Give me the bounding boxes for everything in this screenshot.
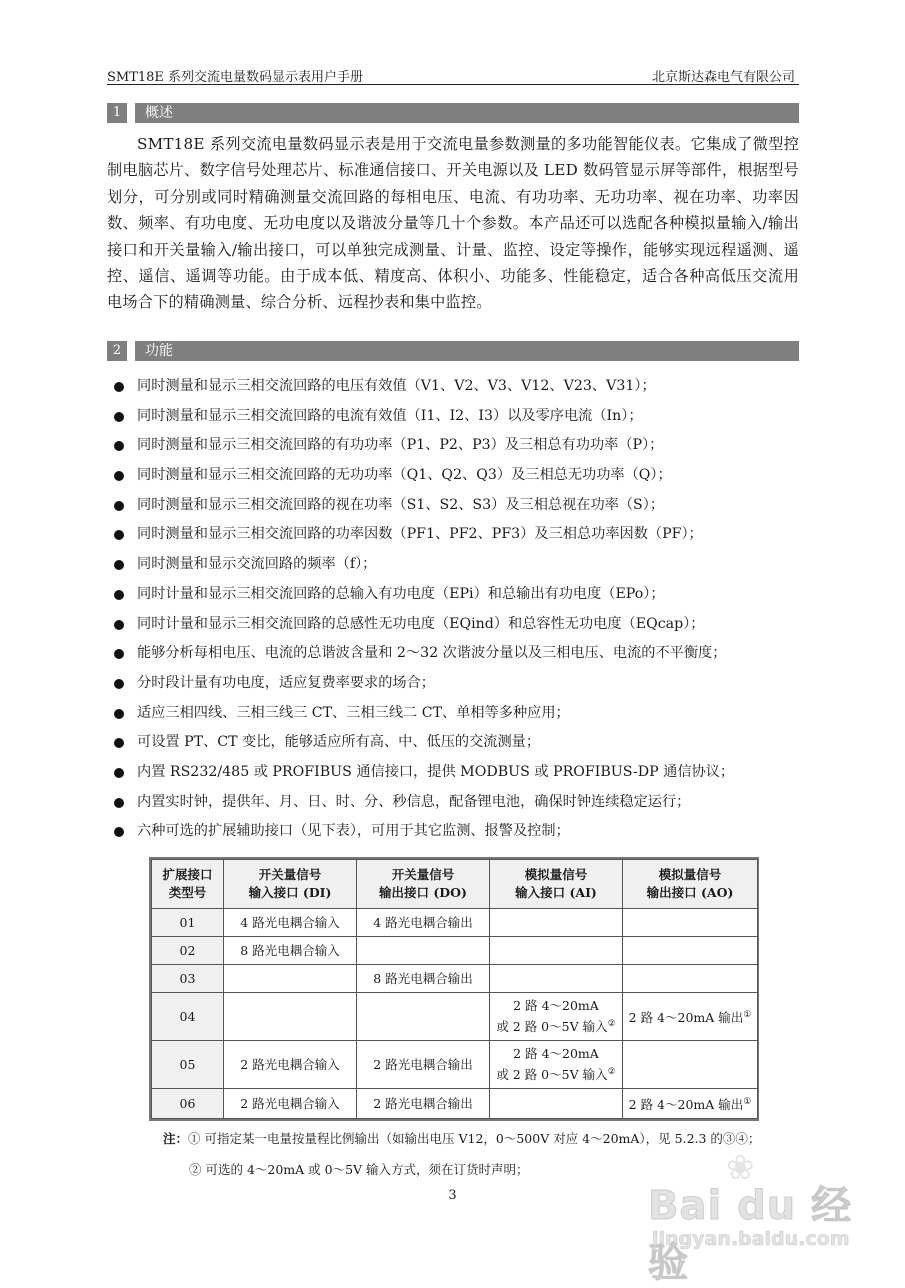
table-row bbox=[152, 937, 758, 965]
feature-text: 同时测量和显示三相交流回路的电压有效值（V1、V2、V3、V12、V23、V31）； bbox=[137, 378, 656, 394]
list-item bbox=[113, 402, 803, 432]
cell-do: 2 路光电耦合输出 bbox=[357, 1041, 490, 1089]
section-number: 1 bbox=[107, 103, 127, 123]
cell-ao: 2 路 4～20mA 输出① bbox=[623, 993, 758, 1041]
list-item bbox=[113, 728, 803, 758]
list-item bbox=[113, 817, 803, 847]
list-item bbox=[113, 610, 803, 640]
paw-icon: ❀ bbox=[726, 1148, 755, 1188]
header-ai: 模拟量信号 输入接口 (AI) bbox=[490, 860, 623, 909]
cell-di: 2 路光电耦合输入 bbox=[224, 1089, 357, 1119]
feature-text: 六种可选的扩展辅助接口（见下表），可用于其它监测、报警及控制； bbox=[137, 823, 570, 840]
bullet-icon bbox=[114, 709, 124, 719]
feature-text: 同时测量和显示交流回路的频率（f）； bbox=[137, 556, 377, 573]
section-heading-overview bbox=[107, 103, 799, 123]
bullet-icon bbox=[114, 768, 124, 778]
section-title: 概述 bbox=[135, 103, 799, 123]
cell-ao bbox=[623, 937, 758, 965]
footnote-1-marker: ① bbox=[743, 1009, 752, 1020]
cell-ai bbox=[490, 909, 623, 937]
feature-text: 同时测量和显示三相交流回路的视在功率（S1、S2、S3）及三相总视在功率（S）； bbox=[137, 496, 665, 513]
cell-type: 01 bbox=[152, 909, 224, 937]
feature-text: 可设置 PT、CT 变比，能够适应所有高、中、低压的交流测量； bbox=[137, 734, 541, 751]
bullet-icon bbox=[114, 649, 124, 659]
notes-label: 注： bbox=[163, 1131, 189, 1146]
list-item bbox=[113, 491, 803, 521]
feature-text: 同时测量和显示三相交流回路的功率因数（PF1、PF2、PF3）及三相总功率因数（PF）； bbox=[137, 526, 703, 543]
bullet-icon bbox=[114, 590, 124, 600]
cell-di: 4 路光电耦合输入 bbox=[224, 909, 357, 937]
bullet-icon bbox=[114, 412, 124, 422]
bullet-icon bbox=[114, 382, 124, 392]
cell-type: 04 bbox=[152, 993, 224, 1041]
page-header bbox=[107, 64, 799, 85]
list-item bbox=[113, 461, 803, 491]
cell-ai: 2 路 4～20mA 或 2 路 0～5V 输入② bbox=[490, 1041, 623, 1089]
footnote-2-marker: ② bbox=[607, 1018, 616, 1029]
cell-ao bbox=[623, 965, 758, 993]
cell-do: 2 路光电耦合输出 bbox=[357, 1089, 490, 1119]
header-do: 开关量信号 输出接口 (DO) bbox=[357, 860, 490, 909]
header-company: 北京斯达森电气有限公司 bbox=[651, 70, 795, 85]
bullet-icon bbox=[114, 441, 124, 451]
list-item bbox=[113, 520, 803, 550]
footnote-1-marker: ① bbox=[743, 1096, 752, 1107]
cell-ao bbox=[623, 1041, 758, 1089]
list-item bbox=[113, 758, 803, 788]
header-type: 扩展接口 类型号 bbox=[152, 860, 224, 909]
cell-ao bbox=[623, 909, 758, 937]
table-header-row bbox=[152, 860, 758, 909]
list-item bbox=[113, 550, 803, 580]
section-title: 功能 bbox=[135, 341, 799, 361]
bullet-icon bbox=[114, 798, 124, 808]
feature-text: 同时测量和显示三相交流回路的无功功率（Q1、Q2、Q3）及三相总无功功率（Q）； bbox=[137, 467, 672, 484]
table-row bbox=[152, 909, 758, 937]
cell-type: 06 bbox=[152, 1089, 224, 1119]
feature-text: 能够分析每相电压、电流的总谐波含量和 2～32 次谐波分量以及三相电压、电流的不平衡度； bbox=[137, 645, 727, 662]
feature-text: 同时计量和显示三相交流回路的总输入有功电度（EPi）和总输出有功电度（EPo）； bbox=[137, 585, 665, 602]
cell-di bbox=[224, 965, 357, 993]
feature-text: 同时测量和显示三相交流回路的有功功率（P1、P2、P3）及三相总有功功率（P）； bbox=[137, 437, 664, 454]
list-item bbox=[113, 699, 803, 729]
baidu-watermark bbox=[648, 1148, 868, 1286]
bullet-icon bbox=[114, 827, 124, 837]
feature-text: 适应三相四线、三相三线三 CT、三相三线二 CT、单相等多种应用； bbox=[137, 704, 570, 721]
list-item bbox=[113, 639, 803, 669]
feature-text: 分时段计量有功电度，适应复费率要求的场合； bbox=[137, 674, 435, 691]
cell-di: 2 路光电耦合输入 bbox=[224, 1041, 357, 1089]
bullet-icon bbox=[114, 560, 124, 570]
cell-ai bbox=[490, 937, 623, 965]
header-di: 开关量信号 输入接口 (DI) bbox=[224, 860, 357, 909]
watermark-brand: Bai du 经验 bbox=[648, 1183, 853, 1286]
page-number: 3 bbox=[448, 1188, 457, 1203]
cell-do: 4 路光电耦合输出 bbox=[357, 909, 490, 937]
header-doc-title: SMT18E 系列交流电量数码显示表用户手册 bbox=[107, 70, 364, 85]
cell-ai bbox=[490, 1089, 623, 1119]
table-row bbox=[152, 1041, 758, 1089]
list-item bbox=[113, 372, 803, 402]
cell-di: 8 路光电耦合输入 bbox=[224, 937, 357, 965]
header-ao: 模拟量信号 输出接口 (AO) bbox=[623, 860, 758, 909]
bullet-icon bbox=[114, 471, 124, 481]
cell-do: 8 路光电耦合输出 bbox=[357, 965, 490, 993]
watermark-url: jingyan.baidu.com bbox=[652, 1228, 850, 1250]
feature-text: 内置实时钟，提供年、月、日、时、分、秒信息，配备锂电池，确保时钟连续稳定运行； bbox=[137, 793, 691, 810]
feature-text: 同时测量和显示三相交流回路的电流有效值（I1、I2、I3）以及零序电流（In）； bbox=[137, 407, 643, 424]
bullet-icon bbox=[114, 679, 124, 689]
bullet-icon bbox=[114, 738, 124, 748]
section-number: 2 bbox=[107, 341, 127, 361]
feature-text: 内置 RS232/485 或 PROFIBUS 通信接口，提供 MODBUS 或 PROFIBUS-DP 通信协议； bbox=[137, 763, 735, 780]
list-item bbox=[113, 431, 803, 461]
cell-ai bbox=[490, 965, 623, 993]
feature-list bbox=[113, 372, 803, 847]
cell-ai: 2 路 4～20mA 或 2 路 0～5V 输入② bbox=[490, 993, 623, 1041]
cell-type: 03 bbox=[152, 965, 224, 993]
list-item bbox=[113, 669, 803, 699]
table-row bbox=[152, 1089, 758, 1119]
bullet-icon bbox=[114, 501, 124, 511]
cell-type: 02 bbox=[152, 937, 224, 965]
footnote-2-marker: ② bbox=[607, 1066, 616, 1077]
table-row bbox=[152, 993, 758, 1041]
list-item bbox=[113, 580, 803, 610]
cell-ao: 2 路 4～20mA 输出① bbox=[623, 1089, 758, 1119]
note-1: 注：① 可指定某一电量按量程比例输出（如输出电压 V12，0～500V 对应 4～20mA），见 5.2.3 的③④； bbox=[163, 1131, 761, 1146]
cell-type: 05 bbox=[152, 1041, 224, 1089]
list-item bbox=[113, 788, 803, 818]
cell-do bbox=[357, 993, 490, 1041]
overview-paragraph: SMT18E 系列交流电量数码显示表是用于交流电量参数测量的多功能智能仪表。它集成了微型控制电脑芯片、数字信号处理芯片、标准通信接口、开关电源以及 LED 数码管显示屏等部件，根据型号划分，可分别或同时精确测量交流回路的每相电压、电流、有功功率、无功功率、视在功率、功率因数、频率、有功电度、无功电度以及谐波分量等几十个参数。本产品还可以选配各种模拟量输入/输出接口和开关量输入/输出接口，可以单独完成测量、计量、监控、设定等操作，能够实现远程遥测、遥控、遥信、遥调等功能。由于成本低、精度高、体积小、功能多、性能稳定，适合各种高低压交流用电场合下的精确测量、综合分析、远程抄表和集中监控。 bbox=[107, 135, 799, 312]
interface-table bbox=[149, 857, 759, 1121]
cell-di bbox=[224, 993, 357, 1041]
feature-text: 同时计量和显示三相交流回路的总感性无功电度（EQind）和总容性无功电度（EQcap）； bbox=[137, 615, 705, 632]
table-row bbox=[152, 965, 758, 993]
note-2: ② 可选的 4～20mA 或 0～5V 输入方式，须在订货时声明； bbox=[189, 1162, 529, 1177]
section-heading-features bbox=[107, 341, 799, 361]
cell-do bbox=[357, 937, 490, 965]
bullet-icon bbox=[114, 530, 124, 540]
bullet-icon bbox=[114, 620, 124, 630]
